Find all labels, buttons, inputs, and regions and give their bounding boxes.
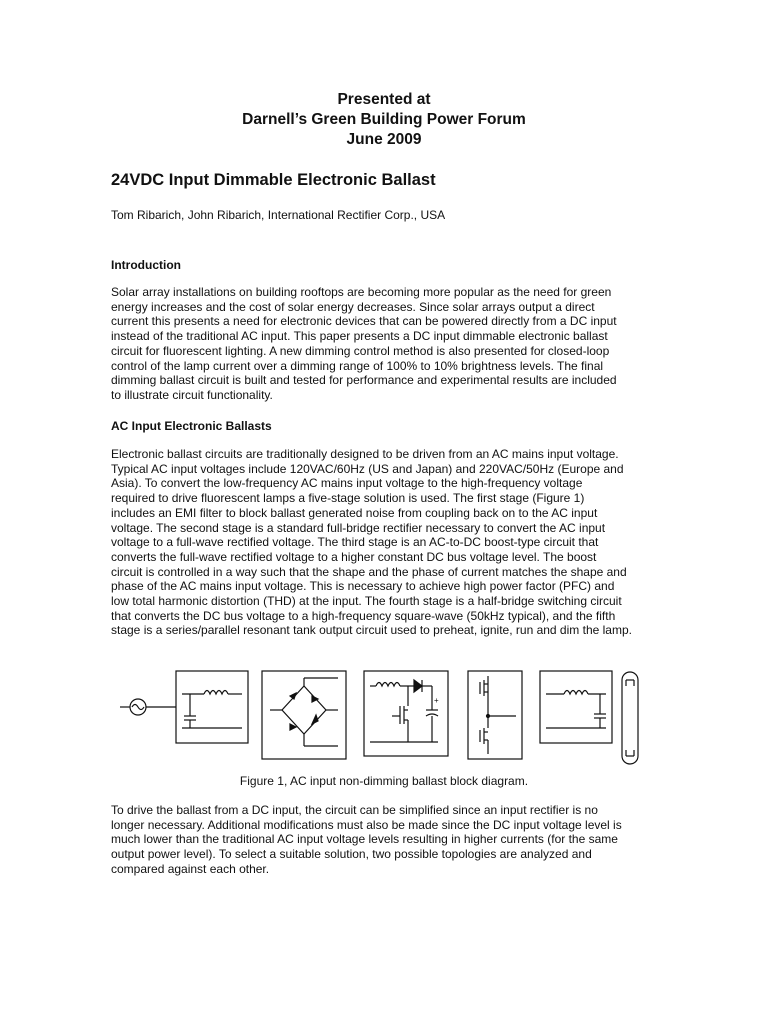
paper-authors: Tom Ribarich, John Ribarich, International Rectifier Corp., USA [111,208,446,222]
rectifier-block [262,671,346,759]
ac-source-symbol [120,699,176,715]
text-line: circuit is controlled in a way such that the shape and the phase of current matches the shape and [111,564,627,579]
text-line: voltage. The second stage is a standard full-bridge rectifier necessary to convert the AC input [111,520,606,535]
half-bridge-block [468,671,522,759]
presentation-header [0,90,768,150]
paper-title: 24VDC Input Dimmable Electronic Ballast [111,171,436,189]
introduction-paragraph [111,285,671,403]
ac-ballast-heading: AC Input Electronic Ballasts [111,419,272,433]
text-line: that converts the DC bus voltage to a high-frequency square-wave (50kHz typical), and the fifth [111,608,616,623]
text-line: Solar array installations on building rooftops are becoming more popular as the need for green [111,285,612,299]
text-line: instead of the traditional AC input. This paper presents a DC input dimmable electronic ballast [111,329,608,344]
ac-ballast-paragraph [111,447,671,638]
capacitor-plus-label: + [434,696,439,705]
text-line: longer necessary. Additional modifications must also be made since the DC input voltage level is [111,817,622,832]
text-line: phase of the AC mains input voltage. This is necessary to achieve high power factor (PFC) and [111,579,615,594]
block-diagram-figure [118,666,658,766]
dc-input-paragraph [111,803,671,877]
header-line-date: June 2009 [346,131,422,148]
text-line: To drive the ballast from a DC input, the circuit can be simplified since an input rectifier is no [111,803,598,817]
text-line: current this presents a need for electronic devices that can be powered directly from a DC input [111,314,617,329]
boost-pfc-block [364,671,448,756]
text-line: Electronic ballast circuits are traditionally designed to be driven from an AC mains input voltage. [111,447,619,461]
text-line: required to drive fluorescent lamps a five-stage solution is used. The first stage (Figure 1) [111,491,585,506]
fluorescent-lamp-symbol [622,672,638,764]
figure-caption: Figure 1, AC input non-dimming ballast block diagram. [239,774,529,788]
text-line: dimming ballast circuit is built and tested for performance and experimental results are included [111,373,617,388]
text-line: control of the lamp current over a dimming range of 100% to 10% brightness levels. The final [111,358,604,373]
text-line: includes an EMI filter to block ballast generated noise from coupling back on to the AC input [111,505,598,520]
text-line: Asia). To convert the low-frequency AC mains input voltage to the high-frequency voltage [111,476,583,491]
text-line: output power level). To select a suitable solution, two possible topologies are analyzed and [111,847,592,862]
text-line: converts the full-wave rectified voltage to a higher constant DC bus voltage level. The boost [111,549,597,564]
text-line: energy increases and the cost of solar energy decreases. Since solar arrays output a direct [111,299,595,314]
text-line: low total harmonic distortion (THD) at the input. The fourth stage is a half-bridge switching circuit [111,594,622,609]
header-line-forum: Darnell’s Green Building Power Forum [242,111,526,128]
text-line: much lower than the traditional AC input voltage levels resulting in higher currents (for the same [111,832,618,847]
header-line-presented: Presented at [337,91,431,108]
text-line: stage is a series/parallel resonant tank output circuit used to preheat, ignite, run and dim the lamp. [111,623,632,638]
introduction-heading: Introduction [111,258,181,272]
text-line: compared against each other. [111,861,270,876]
text-line: circuit for fluorescent lighting. A new dimming control method is also presented for closed-loop [111,343,610,358]
emi-filter-block [176,671,248,743]
text-line: to illustrate circuit functionality. [111,387,273,402]
resonant-tank-block [540,671,612,743]
text-line: Typical AC input voltages include 120VAC/60Hz (US and Japan) and 220VAC/50Hz (Europe and [111,461,624,476]
text-line: voltage to a full-wave rectified voltage. The third stage is an AC-to-DC boost-type circuit that [111,535,599,550]
